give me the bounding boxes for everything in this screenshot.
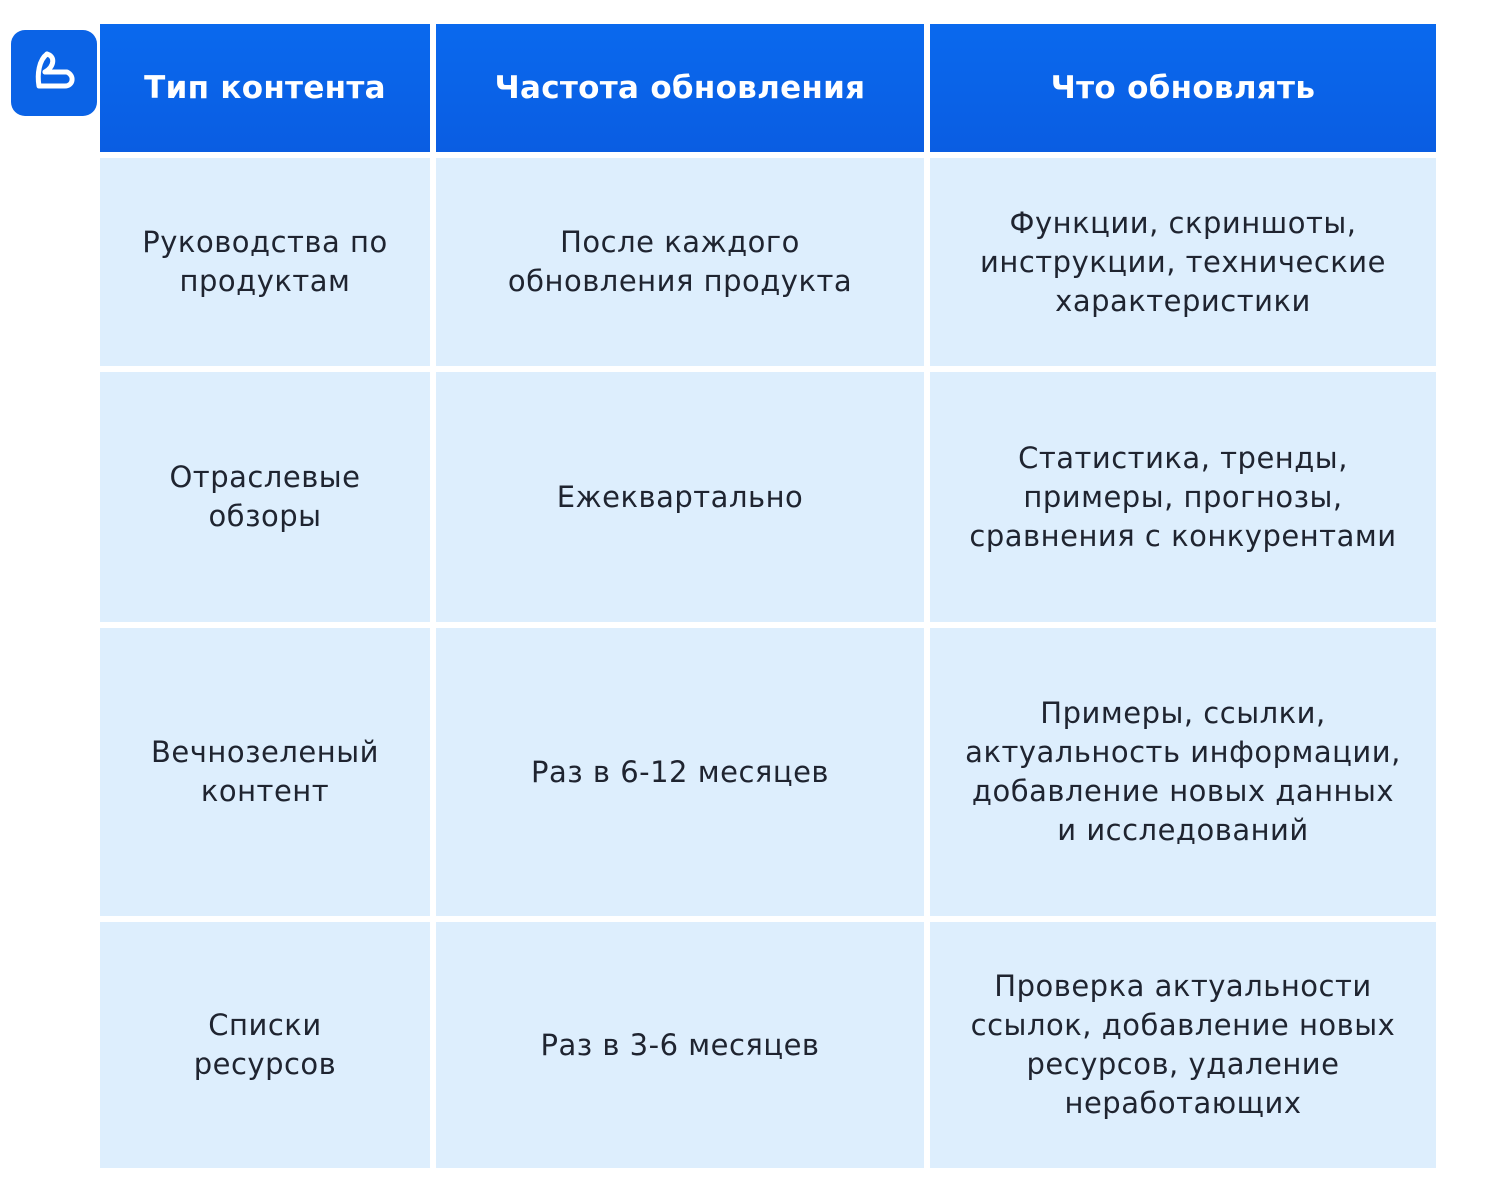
table-cell-what: Примеры, ссылки, актуальность информации, добавление новых данных и исследований bbox=[930, 628, 1436, 916]
header-label: Что обновлять bbox=[1050, 69, 1316, 106]
header-update-frequency bbox=[436, 24, 924, 152]
header-content-type bbox=[100, 24, 430, 152]
table-cell-type: Вечнозеленый контент bbox=[100, 628, 430, 916]
brand-logo bbox=[11, 30, 97, 116]
table-cell-what: Проверка актуальности ссылок, добавление новых ресурсов, удаление неработающих bbox=[930, 922, 1436, 1168]
table-cell-frequency: После каждого обновления продукта bbox=[436, 158, 924, 366]
letter-b-logo-icon bbox=[27, 46, 81, 100]
table-cell-what: Статистика, тренды, примеры, прогнозы, сравнения с конкурентами bbox=[930, 372, 1436, 622]
table-cell-type: Руководства по продуктам bbox=[100, 158, 430, 366]
table-cell-type: Отраслевые обзоры bbox=[100, 372, 430, 622]
table-cell-what: Функции, скриншоты, инструкции, технические характеристики bbox=[930, 158, 1436, 366]
header-label: Частота обновления bbox=[494, 69, 866, 106]
table-cell-frequency: Ежеквартально bbox=[436, 372, 924, 622]
content-update-table bbox=[100, 24, 1436, 1168]
header-label: Тип контента bbox=[144, 69, 386, 106]
table-cell-type: Списки ресурсов bbox=[100, 922, 430, 1168]
table-cell-frequency: Раз в 3-6 месяцев bbox=[436, 922, 924, 1168]
table-cell-frequency: Раз в 6-12 месяцев bbox=[436, 628, 924, 916]
header-what-to-update bbox=[930, 24, 1436, 152]
